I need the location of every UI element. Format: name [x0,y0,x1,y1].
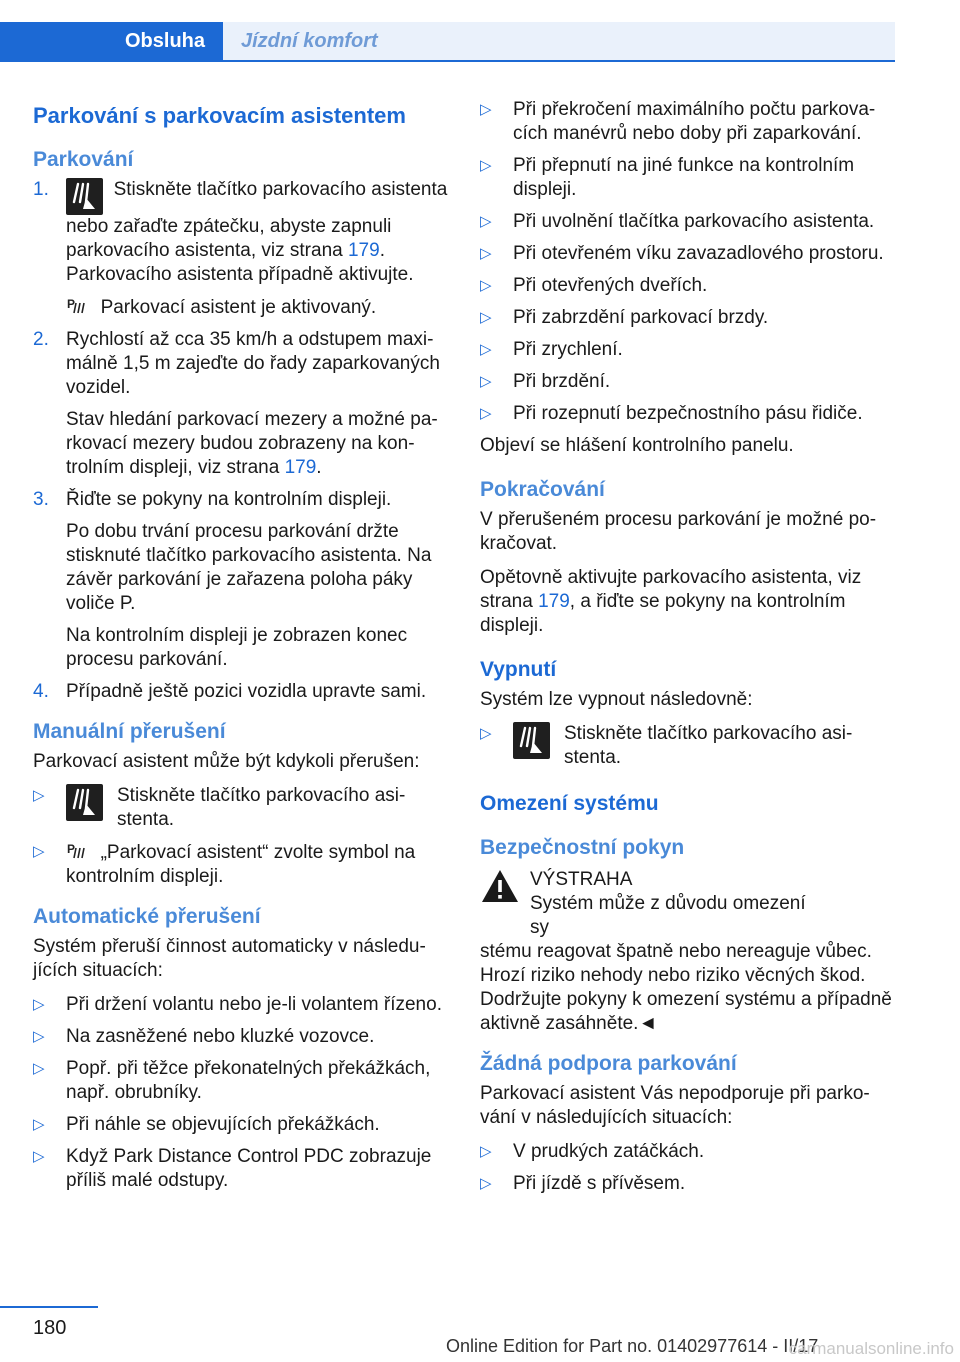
list-item: ▷ Při zrychlení. [480,339,623,360]
watermark: carmanualsonline.info [788,1339,954,1358]
bullet-triangle-icon: ▷ [480,405,492,422]
bullet-triangle-icon: ▷ [33,996,45,1013]
step-2-sub: Stav hledání parkovací mezery a možné parkovací mezery budou zobrazeny na kontrolním displeji, viz strana [66,409,438,478]
list-item: ▷ P „Parkovací asistent“ zvolte symbol na kontrolním displeji. [33,842,416,887]
step-4-text: Případně ještě pozici vozidla upravte sami. [66,681,427,702]
auto-interrupt-intro: Systém přeruší činnost automaticky v následujících situacích: [33,936,426,981]
section-tab-jizdni-komfort: Jízdní komfort [223,22,895,60]
list-item: ▷ Stiskněte tlačítko parkovacího asistenta. [33,785,406,830]
list-item: ▷ Když Park Distance Control PDC zobrazuje příliš malé odstupy. [33,1146,432,1191]
warning-block [480,868,895,1036]
auto-interrupt-heading: Automatické přerušení [33,905,261,928]
page-link-179[interactable]: 179 [284,457,317,478]
bullet-triangle-icon: ▷ [33,1148,45,1165]
bullet-triangle-icon: ▷ [480,1175,492,1192]
warning-text: stému reagovat špatně nebo nereaguje vůbec. Hrozí riziko nehody nebo riziko věcných škod. Dodržujte pokyny k omezení systému a případně aktivně zasáhněte.◄ [480,941,892,1034]
bullet-triangle-icon: ▷ [33,1116,45,1133]
bullet-triangle-icon: ▷ [480,341,492,358]
parking-heading: Parkování [33,148,134,171]
bullet-triangle-icon: ▷ [480,373,492,390]
step-number: 3. [33,489,49,510]
svg-text:P: P [67,842,76,856]
step-3-sub: Po dobu trvání procesu parkování držte stisknuté tlačítko parkovacího asistenta. Na závěr parkování je zařazena poloha páky voliče P. [66,521,432,614]
step-number: 1. [33,179,49,200]
step-1-text: Stiskněte tlačítko parkovacího asistenta nebo zařaďte zpátečku, abyste zapnuli parkovacího asistenta, viz strana [66,179,448,261]
step-number: 4. [33,681,49,702]
manual-interrupt-intro: Parkovací asistent může být kdykoli přerušen: [33,751,420,772]
list-item: ▷ Při rozepnutí bezpečnostního pásu řidiče. [480,403,863,424]
footer-rule [0,1306,98,1308]
list-item: ▷ V prudkých zatáčkách. [480,1141,705,1162]
edition-note: Online Edition for Part no. 01402977614 - II/17 [446,1336,819,1356]
step-1-sub: Parkovací asistent je aktivovaný. [100,297,377,318]
page-number: 180 [33,1317,67,1339]
step-2-text: Rychlostí až cca 35 km/h a odstupem maximálně 1,5 m zajeďte do řady zaparkovaných vozidel. [66,329,440,398]
section-title: Parkování s parkovacím asistentem [33,103,406,128]
list-item: ▷ Popř. při těžce překonatelných překážkách, např. obrubníky. [33,1058,431,1103]
list-item: ▷ Při zabrzdění parkovací brzdy. [480,307,769,328]
page-link-179[interactable]: 179 [347,240,380,261]
list-item: ▷ Na zasněžené nebo kluzké vozovce. [33,1026,375,1047]
continue-heading: Pokračování [480,478,605,501]
list-item: ▷ Při náhle se objevujících překážkách. [33,1114,380,1135]
no-support-heading: Žádná podpora parkování [480,1052,737,1075]
right-column [480,98,895,1204]
step-3-text: Řiďte se pokyny na kontrolním displeji. [66,489,392,510]
auto-interrupt-note: Objeví se hlášení kontrolního panelu. [480,435,794,456]
list-item: ▷ Při držení volantu nebo je-li volantem řízeno. [33,994,442,1015]
bullet-triangle-icon: ▷ [480,277,492,294]
list-item: ▷ Při uvolnění tlačítka parkovacího asistenta. [480,211,875,232]
warning-triangle-icon [480,868,520,940]
park-assist-button-icon [66,178,103,215]
section-tab-obsluha: Obsluha [0,22,223,60]
bullet-triangle-icon: ▷ [480,725,492,742]
bullet-triangle-icon: ▷ [480,101,492,118]
step-3 [33,488,451,672]
bullet-triangle-icon: ▷ [33,843,45,860]
no-support-intro: Parkovací asistent Vás nepodporuje při parkování v následujících situacích: [480,1083,870,1128]
list-item: ▷ Při brzdění. [480,371,611,392]
step-3-sub2: Na kontrolním displeji je zobrazen konec procesu parkování. [66,625,408,670]
continue-text-2: Opětovně aktivujte parkovacího asistenta, viz strana 179, a řiďte se pokyny na kontrolním displeji. [480,567,862,636]
bullet-triangle-icon: ▷ [480,157,492,174]
step-2: 2. Rychlostí až cca 35 km/h a odstupem maximálně 1,5 m zajeďte do řady zaparkovaných vozidel. Stav hledání parkovací mezery a možné parkovací mezery budou zobrazeny na kontrolním displeji, viz strana 179. [33,329,440,478]
park-assist-button-icon [66,784,103,821]
header-rule [0,60,895,62]
park-assist-symbol-icon [66,295,90,317]
svg-text:P: P [67,297,76,311]
page-link-179[interactable]: 179 [538,591,570,612]
park-assist-symbol-icon [66,840,90,862]
bullet-triangle-icon: ▷ [33,1028,45,1045]
list-item: ▷ Při otevřeném víku zavazadlového prostoru. [480,243,884,264]
park-assist-button-icon [513,722,550,759]
list-item: ▷ Při jízdě s přívěsem. [480,1173,686,1194]
manual-interrupt-heading: Manuální přerušení [33,720,226,743]
list-item: ▷ Stiskněte tlačítko parkovacího asistenta. [480,723,853,768]
step-1-line2: Parkovacího asistenta případně aktivujte. [66,264,414,285]
left-column [33,98,451,1201]
continue-text: V přerušeném procesu parkování je možné pokračovat. [480,509,877,554]
bullet-triangle-icon: ▷ [33,787,45,804]
page-header [0,0,895,62]
list-item: ▷ Při přepnutí na jiné funkce na kontrolním displeji. [480,155,855,200]
warning-title: VÝSTRAHA [530,869,633,890]
bullet-triangle-icon: ▷ [33,1060,45,1077]
bullet-triangle-icon: ▷ [480,309,492,326]
warning-text-line1: Systém může z důvodu omezení sy [530,893,806,938]
list-item: ▷ Při překročení maximálního počtu parkovacích manévrů nebo doby při zaparkování. [480,99,876,144]
step-number: 2. [33,329,49,350]
bullet-triangle-icon: ▷ [480,245,492,262]
step-4 [33,680,451,704]
bullet-triangle-icon: ▷ [480,1143,492,1160]
bullet-triangle-icon: ▷ [480,213,492,230]
step-1: 1. Stiskněte tlačítko parkovacího asistenta nebo zařaďte zpátečku, abyste zapnuli parkovacího asistenta, viz strana 179. Parkovacího asistenta případně aktivujte. P Parkovací asistent je aktivovaný. [33,178,451,320]
switch-off-heading: Vypnutí [480,658,557,681]
safety-heading: Bezpečnostní pokyn [480,836,685,859]
system-limits-heading: Omezení systému [480,792,659,815]
list-item: ▷ Při otevřených dveřích. [480,275,708,296]
switch-off-intro: Systém lze vypnout následovně: [480,689,753,710]
